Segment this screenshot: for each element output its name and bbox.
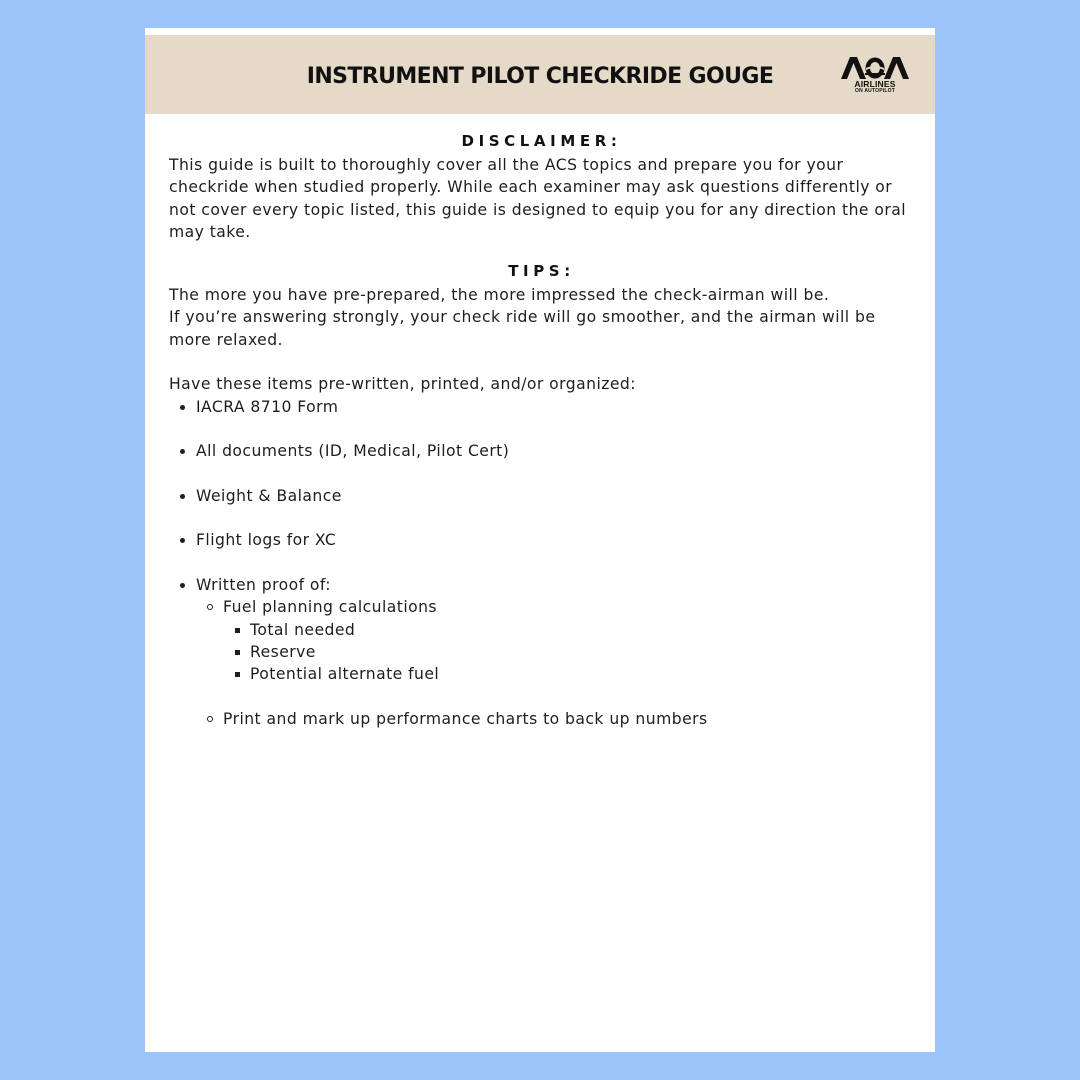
logo-line-airlines: AIRLINES: [854, 79, 896, 89]
tips-line-2: If you’re answering strongly, your check ride will go smoother, and the airman will be more relaxed.: [169, 308, 876, 349]
list-item: [169, 440, 914, 462]
square-bullet-icon: [235, 672, 240, 677]
bullet-icon: [180, 538, 185, 543]
list-item-label: All documents (ID, Medical, Pilot Cert): [196, 442, 510, 461]
document-page: [145, 28, 935, 1052]
list-item: [223, 619, 914, 641]
list-item: [169, 529, 914, 551]
list-item: [223, 663, 914, 685]
square-bullet-icon: [235, 628, 240, 633]
list-item-label: Potential alternate fuel: [250, 665, 440, 684]
written-proof-list: [196, 596, 914, 730]
disclaimer-heading: DISCLAIMER:: [461, 132, 622, 150]
list-item: [169, 396, 914, 418]
list-item-label: Reserve: [250, 642, 316, 661]
list-item-label: Total needed: [250, 620, 356, 639]
list-item: [196, 708, 914, 730]
bullet-icon: [180, 494, 185, 499]
aoa-logo-icon: [839, 55, 911, 81]
checklist: [169, 396, 914, 730]
document-body: [169, 128, 914, 730]
list-item: [223, 641, 914, 663]
bullet-icon: [180, 449, 185, 454]
list-item-label: Weight & Balance: [196, 486, 342, 505]
header-band: [145, 35, 935, 114]
list-item-label: Fuel planning calculations: [223, 598, 438, 617]
list-item-label: Print and mark up performance charts to back up numbers: [223, 709, 708, 728]
list-item-label: Written proof of:: [196, 576, 331, 595]
document-title: INSTRUMENT PILOT CHECKRIDE GOUGE: [306, 64, 774, 89]
list-item-label: IACRA 8710 Form: [196, 397, 339, 416]
hollow-bullet-icon: [207, 604, 213, 610]
checklist-intro: Have these items pre-written, printed, and/or organized:: [169, 375, 636, 394]
disclaimer-text: This guide is built to thoroughly cover all the ACS topics and prepare you for your checkride when studied properly. While each examiner may ask questions differently or not cover every topic listed, this guide is designed to equip you for any direction the oral may take.: [169, 156, 906, 241]
tips-line-1: The more you have pre-prepared, the more impressed the check-airman will be.: [169, 286, 830, 305]
logo-line-on-autopilot: ON AUTOPILOT: [855, 88, 895, 94]
hollow-bullet-icon: [207, 716, 213, 722]
airlines-on-autopilot-logo: [839, 55, 911, 95]
bullet-icon: [180, 583, 185, 588]
list-item: [169, 574, 914, 730]
list-item: [169, 485, 914, 507]
list-item-label: Flight logs for XC: [196, 531, 337, 550]
list-item: [196, 596, 914, 685]
tips-heading: TIPS:: [508, 262, 575, 281]
fuel-planning-list: [223, 619, 914, 686]
bullet-icon: [180, 405, 185, 410]
square-bullet-icon: [235, 650, 240, 655]
